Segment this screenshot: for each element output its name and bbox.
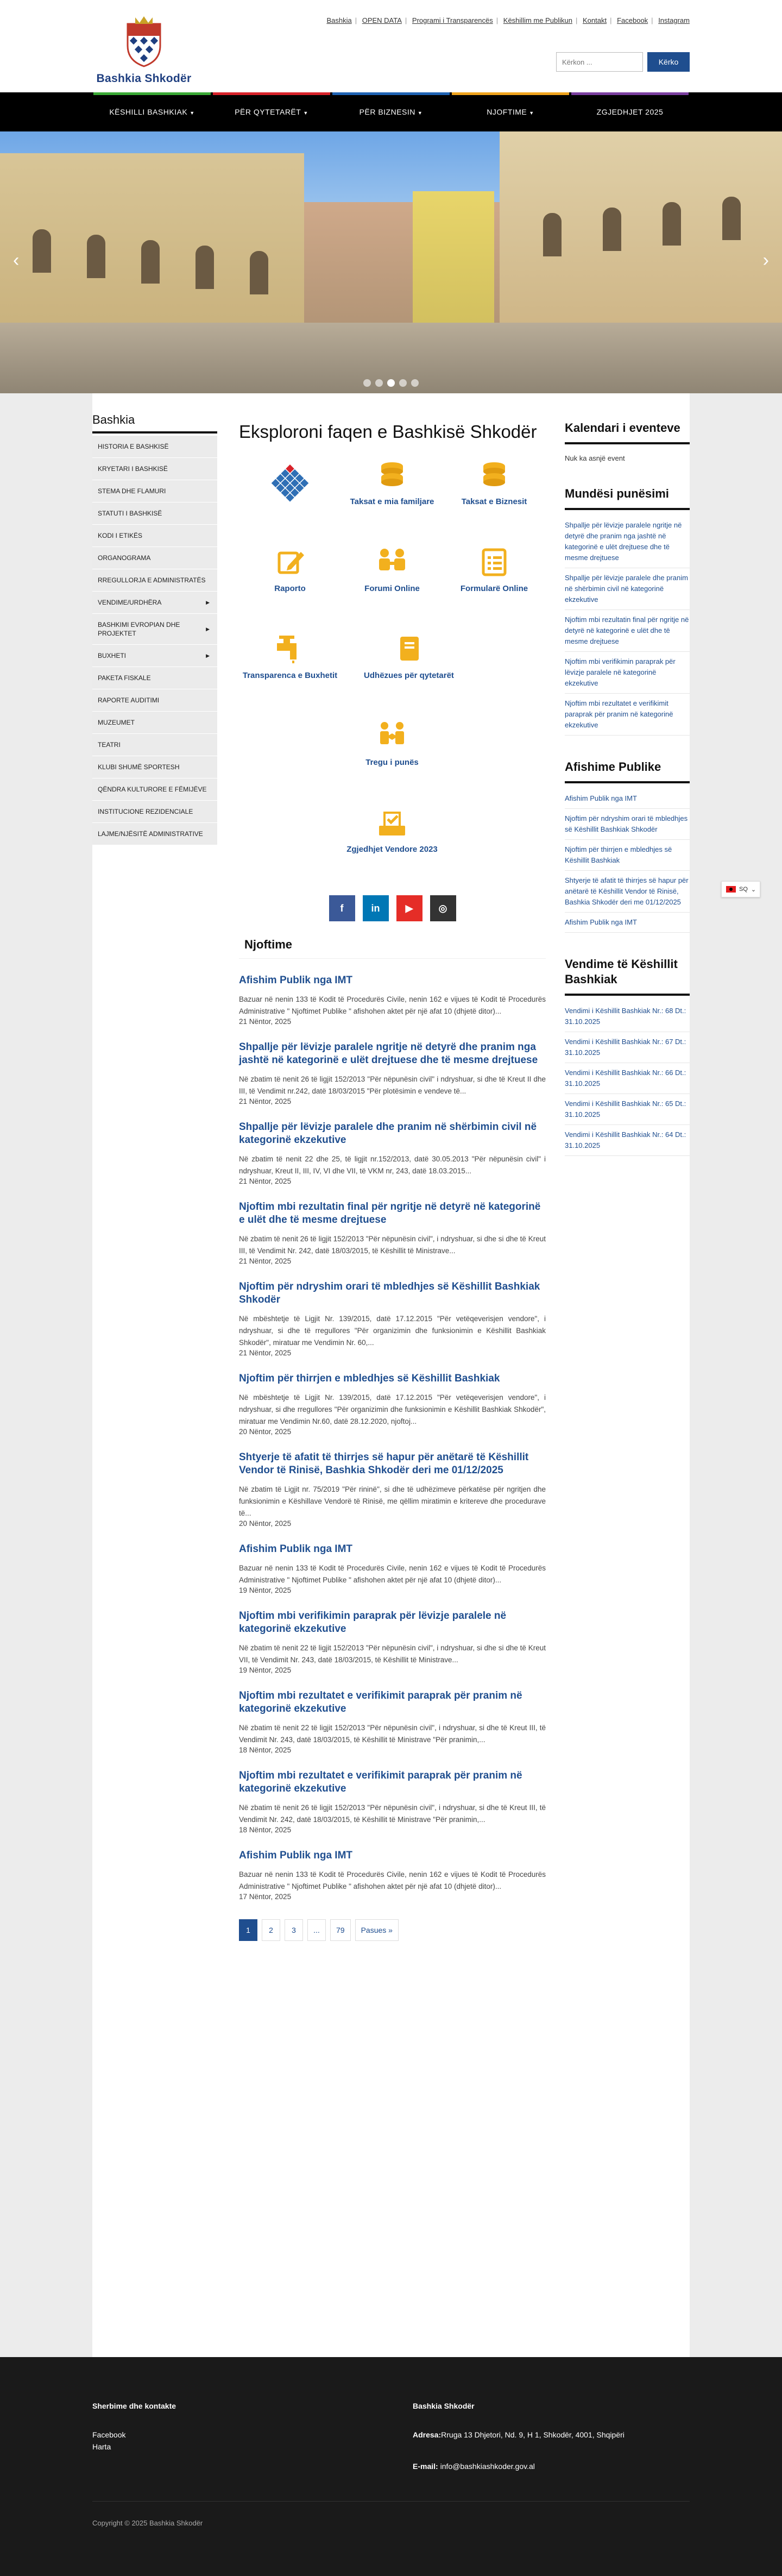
hero-slider xyxy=(0,131,782,393)
job-link[interactable]: Njoftim mbi verifikimin paraprak për lëvizje paralele në kategorinë ekzekutive xyxy=(565,652,690,694)
notices-widget xyxy=(565,759,690,933)
sidebar-item[interactable] xyxy=(92,436,217,458)
language-switcher[interactable] xyxy=(721,881,760,897)
top-link-facebook[interactable]: Facebook xyxy=(617,16,648,24)
page-link[interactable]: 3 xyxy=(285,1919,303,1941)
news-excerpt: Në zbatim të Ligjit nr. 75/2019 "Për rininë", si dhe të udhëzimeve përkatëse për ngritjen dhe funksionimin e Këshillave Vendorë të Rinisë, me qëllim miratimin e kritereve dhe procedurave të... xyxy=(239,1485,546,1517)
coins-icon xyxy=(376,458,408,491)
nav-color-bar xyxy=(452,92,569,95)
footer-link-harta[interactable]: Harta xyxy=(92,2442,111,2451)
slider-dots xyxy=(363,379,419,387)
news-title[interactable]: Shpallje për lëvizje paralele ngritje në detyrë dhe pranim nga jashtë në kategorinë e ulët drejtuese dhe të mesme drejtuese xyxy=(239,1041,538,1066)
social-glyph: f xyxy=(340,902,344,914)
instagram-icon[interactable] xyxy=(430,895,456,921)
news-heading: Njoftime xyxy=(239,938,546,959)
service-label: Tregu i punës xyxy=(365,758,419,767)
news-date: 18 Nëntor, 2025 xyxy=(239,1746,292,1754)
slider-prev-icon[interactable]: ‹ xyxy=(13,250,20,271)
sidebar-item-label: VENDIME/URDHËRA xyxy=(98,599,162,606)
site-header xyxy=(0,0,782,92)
book-icon xyxy=(393,632,425,665)
top-link-instagram[interactable]: Instagram xyxy=(658,16,690,24)
slider-next-icon[interactable]: › xyxy=(762,250,769,271)
notice-link[interactable]: Afishim Publik nga IMT xyxy=(565,913,690,933)
logo-text: Bashkia Shkodër xyxy=(96,72,192,85)
news-date: 21 Nëntor, 2025 xyxy=(239,1017,292,1026)
sidebar-item[interactable] xyxy=(92,614,217,645)
sidebar-item-label: ORGANOGRAMA xyxy=(98,554,151,562)
address-label: Adresa: xyxy=(413,2430,442,2439)
service-tile[interactable] xyxy=(341,632,477,719)
sidebar-item-label: INSTITUCIONE REZIDENCIALE xyxy=(98,808,193,815)
jobs-title: Mundësi punësimi xyxy=(565,487,669,500)
news-item xyxy=(239,1769,546,1834)
news-item xyxy=(239,1121,546,1185)
calendar-widget xyxy=(565,420,690,462)
edit-icon xyxy=(274,545,306,578)
footer-col1-title: Sherbime dhe kontakte xyxy=(92,2402,176,2410)
nav-item[interactable] xyxy=(451,92,570,131)
job-link[interactable]: Shpallje për lëvizje paralele dhe pranim në shërbimin civil në kategorinë ekzekutive xyxy=(565,568,690,610)
social-glyph: in xyxy=(371,902,380,914)
sidebar-item[interactable] xyxy=(92,525,217,547)
caret-down-icon: ▼ xyxy=(190,110,195,116)
nav-item[interactable] xyxy=(331,92,451,131)
service-tile[interactable] xyxy=(239,458,341,545)
people-icon xyxy=(376,545,408,578)
service-label: Raporto xyxy=(274,584,306,593)
sidebar-item[interactable] xyxy=(92,667,217,689)
service-label: Zgjedhjet Vendore 2023 xyxy=(346,845,438,854)
search-input[interactable] xyxy=(556,52,643,72)
search-button[interactable]: Kërko xyxy=(647,52,690,72)
news-excerpt: Në zbatim të nenit 22 dhe 25, të ligjit nr.152/2013, datë 30.05.2013 "Për nëpunësin civil" i ndryshuar, Kreut II, III, IV, VI dhe VII, të VKM nr, 243, datë 18.03.2015... xyxy=(239,1155,546,1175)
news-title[interactable]: Njoftim për thirrjen e mbledhjes së Këshillit Bashkiak xyxy=(239,1373,500,1384)
service-tile[interactable] xyxy=(239,545,341,632)
content-wrapper xyxy=(92,393,690,2357)
sidebar-item[interactable] xyxy=(92,458,217,480)
sidebar-item-label: HISTORIA E BASHKISË xyxy=(98,443,169,450)
news-title[interactable]: Shtyerje të afatit të thirrjes së hapur për anëtarë të Këshillit Vendor të Rinisë, Bashkia Shkodër deri me 01/12/2025 xyxy=(239,1452,529,1476)
sidebar-item[interactable] xyxy=(92,547,217,569)
handshake-icon xyxy=(376,719,408,752)
sidebar-item-label: KLUBI SHUMË SPORTESH xyxy=(98,763,180,771)
language-code: SQ xyxy=(739,886,748,893)
sidebar-item-label: MUZEUMET xyxy=(98,719,135,726)
news-item xyxy=(239,1372,546,1436)
sidebar-item[interactable] xyxy=(92,645,217,667)
address-value: Rruga 13 Dhjetori, Nd. 9, H 1, Shkodër, 4001, Shqipëri xyxy=(441,2430,625,2439)
services-grid xyxy=(239,458,546,893)
caret-down-icon: ▼ xyxy=(417,110,423,116)
service-label: Transparenca e Buxhetit xyxy=(242,671,338,680)
slider-dot[interactable] xyxy=(399,379,407,387)
email-label: E-mail: xyxy=(413,2462,438,2471)
sidebar-item[interactable] xyxy=(92,801,217,823)
sidebar-item-label: LAJME/NJËSITË ADMINISTRATIVE xyxy=(98,830,203,838)
news-excerpt: Në mbështetje të Ligjit Nr. 139/2015, datë 17.12.2015 "Për vetëqeverisjen vendore", i ndryshuar, si dhe rregullores "Për organizimin dhe funksionimin e Këshillit Bashkiak Shkodër", miratuar me Vendimin Nr.60, datë 28.12.2020, njoftoj... xyxy=(239,1393,546,1425)
council-title: Vendime të Këshillit Bashkiak xyxy=(565,957,678,986)
calendar-empty: Nuk ka asnjë event xyxy=(565,454,625,462)
sidebar-item[interactable] xyxy=(92,734,217,756)
ballot-icon xyxy=(376,806,408,839)
copyright: Copyright © 2025 Bashkia Shkodër xyxy=(92,2519,203,2527)
news-title[interactable]: Njoftim për ndryshim orari të mbledhjes së Këshillit Bashkiak Shkodër xyxy=(239,1281,540,1305)
faucet-icon xyxy=(274,632,306,665)
form-icon xyxy=(478,545,510,578)
top-link-contact[interactable]: Kontakt xyxy=(582,16,607,24)
service-tile[interactable] xyxy=(341,458,443,545)
sidebar-item[interactable] xyxy=(92,689,217,712)
calendar-title: Kalendari i eventeve xyxy=(565,421,680,435)
page-title: Eksploroni faqen e Bashkisë Shkodër xyxy=(239,422,537,442)
caret-down-icon: ▼ xyxy=(303,110,308,116)
top-links: Bashkia | OPEN DATA | Programi i Transparencës | Këshillim me Publikun | Kontakt | Facebook | Instagram xyxy=(326,16,690,24)
news-title[interactable]: Njoftim mbi verifikimin paraprak për lëvizje paralele në kategorinë ekzekutive xyxy=(239,1610,507,1635)
youtube-icon[interactable] xyxy=(396,895,422,921)
sidebar-item[interactable] xyxy=(92,712,217,734)
news-date: 20 Nëntor, 2025 xyxy=(239,1428,292,1436)
e-albania-logo-icon xyxy=(266,458,314,507)
sidebar-item[interactable] xyxy=(92,592,217,614)
nav-color-bar xyxy=(571,92,689,95)
sidebar xyxy=(92,413,217,845)
social-links xyxy=(239,895,546,921)
nav-item-label: NJOFTIME xyxy=(487,108,527,116)
sidebar-item-label: STEMA DHE FLAMURI xyxy=(98,487,166,495)
slider-dot[interactable] xyxy=(375,379,383,387)
top-link-open-data[interactable]: OPEN DATA xyxy=(362,16,402,24)
service-label: Forumi Online xyxy=(364,584,420,593)
service-label: Taksat e Biznesit xyxy=(461,497,527,506)
news-item xyxy=(239,1610,546,1674)
sidebar-item[interactable] xyxy=(92,756,217,778)
notice-link[interactable]: Shtyerje të afatit të thirrjes së hapur për anëtarë të Këshillit Vendor të Rinisë, Bashkia Shkodër deri me 01/12/2025 xyxy=(565,871,690,913)
nav-item[interactable] xyxy=(570,92,690,131)
news-title[interactable]: Njoftim mbi rezultatin final për ngritje në detyrë në kategorinë e ulët dhe të mesme drejtuese xyxy=(239,1201,541,1226)
page-link[interactable]: 2 xyxy=(262,1919,280,1941)
sidebar-item-label: STATUTI I BASHKISË xyxy=(98,510,162,517)
news-date: 17 Nëntor, 2025 xyxy=(239,1893,292,1901)
news-title[interactable]: Afishim Publik nga IMT xyxy=(239,975,353,986)
footer-link-facebook[interactable]: Facebook xyxy=(92,2430,126,2439)
service-tile[interactable] xyxy=(341,806,443,893)
news-excerpt: Bazuar në nenin 133 të Kodit të Procedurës Civile, nenin 162 e vijues të Kodit të Procedurës Administrative " Njoftimet Publike " afishohen aktet për një afat 10 (dhjetë ditor)... xyxy=(239,1870,546,1890)
news-excerpt: Bazuar në nenin 133 të Kodit të Procedurës Civile, nenin 162 e vijues të Kodit të Procedurës Administrative " Njoftimet Publike " afishohen aktet për një afat 10 (dhjetë ditor)... xyxy=(239,995,546,1015)
news-title[interactable]: Njoftim mbi rezultatet e verifikimit paraprak për pranim në kategorinë ekzekutive xyxy=(239,1690,522,1714)
sidebar-item-label: QËNDRA KULTURORE E FËMIJËVE xyxy=(98,786,207,793)
social-glyph: ◎ xyxy=(438,902,447,914)
top-link-bashkia[interactable]: Bashkia xyxy=(326,16,352,24)
slider-dot-active[interactable] xyxy=(387,379,395,387)
news-item xyxy=(239,1689,546,1754)
council-widget xyxy=(565,957,690,1156)
nav-color-bar xyxy=(93,92,211,95)
slider-dot[interactable] xyxy=(363,379,371,387)
news-item xyxy=(239,1201,546,1265)
news-item xyxy=(239,1041,546,1105)
job-link[interactable]: Njoftim mbi rezultatin final për ngritje në detyrë në kategorinë e ulët dhe të mesme drejtuese xyxy=(565,610,690,652)
sidebar-item-label: RAPORTE AUDITIMI xyxy=(98,696,160,704)
service-tile[interactable] xyxy=(341,545,443,632)
news-date: 21 Nëntor, 2025 xyxy=(239,1177,292,1185)
nav-color-bar xyxy=(213,92,330,95)
service-tile[interactable] xyxy=(443,458,545,545)
sidebar-item-label: PAKETA FISKALE xyxy=(98,674,151,682)
nav-color-bar xyxy=(332,92,450,95)
main-content xyxy=(239,420,546,1941)
news-item xyxy=(239,1280,546,1357)
news-excerpt: Në mbështetje të Ligjit Nr. 139/2015, datë 17.12.2015 "Për vetëqeverisjen vendore", i ndryshuar, si dhe të rregullores "Për organizimin dhe funksionimin e Këshillit Bashkiak Shkodër", miratuar me Vendimin Nr. 60,... xyxy=(239,1315,546,1347)
search-form xyxy=(556,52,690,72)
council-decision-link[interactable]: Vendimi i Këshillit Bashkiak Nr.: 66 Dt.: 31.10.2025 xyxy=(565,1063,690,1094)
nav-item-label: PËR QYTETARËT xyxy=(235,108,301,116)
caret-right-icon: ▶ xyxy=(206,653,210,658)
notice-link[interactable]: Afishim Publik nga IMT xyxy=(565,789,690,809)
news-title[interactable]: Njoftim mbi rezultatet e verifikimit paraprak për pranim në kategorinë ekzekutive xyxy=(239,1770,522,1794)
facebook-icon[interactable] xyxy=(329,895,355,921)
news-excerpt: Në zbatim të nenit 22 të ligjit 152/2013 "Për nëpunësin civil", i ndryshuar, si dhe të Kreut III, të Vendimit Nr. 243, datë 18/03/2015, të Këshillit të Ministrave "Për pranimin,... xyxy=(239,1724,546,1744)
sidebar-item-label: KRYETARI I BASHKISË xyxy=(98,465,168,473)
sidebar-item-label: BUXHETI xyxy=(98,652,127,659)
council-decision-link[interactable]: Vendimi i Këshillit Bashkiak Nr.: 64 Dt.: 31.10.2025 xyxy=(565,1125,690,1156)
footer-col2-title: Bashkia Shkodër xyxy=(413,2402,475,2410)
news-list xyxy=(239,974,546,1901)
page-link[interactable]: Pasues » xyxy=(355,1919,399,1941)
news-date: 20 Nëntor, 2025 xyxy=(239,1519,292,1528)
news-item xyxy=(239,1543,546,1594)
news-title[interactable]: Shpallje për lëvizje paralele dhe pranim në shërbimin civil në kategorinë ekzekutive xyxy=(239,1121,537,1146)
news-date: 21 Nëntor, 2025 xyxy=(239,1349,292,1357)
news-item xyxy=(239,974,546,1026)
nav-item-label: PËR BIZNESIN xyxy=(359,108,415,116)
coat-of-arms-icon xyxy=(122,13,166,67)
nav-item-label: KËSHILLI BASHKIAK xyxy=(109,108,188,116)
sidebar-item-label: KODI I ETIKËS xyxy=(98,532,143,539)
email-value[interactable]: info@bashkiashkoder.gov.al xyxy=(440,2462,535,2471)
sidebar-item-label: TEATRI xyxy=(98,741,121,749)
news-excerpt: Në zbatim të nenit 26 të ligjit 152/2013 "Për nëpunësin civil", i ndryshuar, si dhe si dhe të Kreut III, të Vendimit Nr. 242, datë 18/03/2015, të Këshillit të Ministrave... xyxy=(239,1235,546,1255)
news-excerpt: Në zbatim të nenit 26 të ligjit 152/2013 "Për nëpunësin civil" i ndryshuar, si dhe të Kreut II dhe III, të Vendimit nr.242, datë 18/03/2015 "Për plotësimin e vendeve të... xyxy=(239,1075,546,1095)
news-date: 21 Nëntor, 2025 xyxy=(239,1097,292,1105)
notice-link[interactable]: Njoftim për ndryshim orari të mbledhjes së Këshillit Bashkiak Shkodër xyxy=(565,809,690,840)
site-logo[interactable] xyxy=(92,13,195,85)
caret-down-icon: ▼ xyxy=(529,110,534,116)
top-link-transparency[interactable]: Programi i Transparencës xyxy=(412,16,493,24)
notices-title: Afishime Publike xyxy=(565,760,661,774)
council-decision-link[interactable]: Vendimi i Këshillit Bashkiak Nr.: 68 Dt.: 31.10.2025 xyxy=(565,1001,690,1032)
sidebar-item[interactable] xyxy=(92,569,217,592)
chevron-down-icon: ⌄ xyxy=(751,886,756,893)
news-date: 19 Nëntor, 2025 xyxy=(239,1666,292,1674)
slider-dot[interactable] xyxy=(411,379,419,387)
news-title[interactable]: Afishim Publik nga IMT xyxy=(239,1850,353,1861)
top-link-consultation[interactable]: Këshillim me Publikun xyxy=(503,16,572,24)
page-link[interactable]: ... xyxy=(307,1919,326,1941)
caret-right-icon: ▶ xyxy=(206,626,210,632)
service-label: Taksat e mia familjare xyxy=(350,497,434,506)
caret-right-icon: ▶ xyxy=(206,600,210,605)
news-item xyxy=(239,1451,546,1528)
coins-icon xyxy=(478,458,510,491)
nav-item-label: ZGJEDHJET 2025 xyxy=(596,108,664,116)
job-link[interactable]: Shpallje për lëvizje paralele ngritje në detyrë dhe pranim nga jashtë në kategorinë e ulët drejtuese dhe të mesme drejtuese xyxy=(565,516,690,568)
job-link[interactable]: Njoftim mbi rezultatet e verifikimit paraprak për pranim në kategorinë ekzekutive xyxy=(565,694,690,736)
news-excerpt: Në zbatim të nenit 26 të ligjit 152/2013 "Për nëpunësin civil", i ndryshuar, si dhe të Kreut III, të Vendimit Nr. 242, datë 18/03/2015, të Këshillit të Ministrave "Për pranimin,... xyxy=(239,1804,546,1824)
news-date: 19 Nëntor, 2025 xyxy=(239,1586,292,1594)
nav-item[interactable] xyxy=(212,92,331,131)
linkedin-icon[interactable] xyxy=(363,895,389,921)
council-decision-link[interactable]: Vendimi i Këshillit Bashkiak Nr.: 65 Dt.: 31.10.2025 xyxy=(565,1094,690,1125)
notice-link[interactable]: Njoftim për thirrjen e mbledhjes së Këshillit Bashkiak xyxy=(565,840,690,871)
service-tile[interactable] xyxy=(341,719,443,806)
main-nav xyxy=(0,92,782,131)
page-link[interactable]: 1 xyxy=(239,1919,257,1941)
nav-item[interactable] xyxy=(92,92,212,131)
page-link[interactable]: 79 xyxy=(330,1919,351,1941)
right-sidebar xyxy=(565,420,690,1180)
sidebar-item[interactable] xyxy=(92,502,217,525)
sidebar-title: Bashkia xyxy=(92,413,135,426)
news-date: 21 Nëntor, 2025 xyxy=(239,1257,292,1265)
council-decision-link[interactable]: Vendimi i Këshillit Bashkiak Nr.: 67 Dt.: 31.10.2025 xyxy=(565,1032,690,1063)
news-excerpt: Bazuar në nenin 133 të Kodit të Procedurës Civile, nenin 162 e vijues të Kodit të Procedurës Administrative " Njoftimet Publike " afishohen aktet për një afat 10 (dhjetë ditor)... xyxy=(239,1564,546,1584)
news-item xyxy=(239,1849,546,1901)
pagination xyxy=(239,1919,546,1941)
jobs-widget xyxy=(565,486,690,736)
sidebar-item-label: RREGULLORJA E ADMINISTRATËS xyxy=(98,576,206,584)
service-label: Formularë Online xyxy=(460,584,528,593)
news-date: 18 Nëntor, 2025 xyxy=(239,1826,292,1834)
service-tile[interactable] xyxy=(239,632,341,719)
service-label: Udhëzues për qytetarët xyxy=(364,671,454,680)
social-glyph: ▶ xyxy=(405,902,413,914)
sidebar-item[interactable] xyxy=(92,778,217,801)
sidebar-item[interactable] xyxy=(92,480,217,502)
news-title[interactable]: Afishim Publik nga IMT xyxy=(239,1543,353,1555)
news-excerpt: Në zbatim të nenit 22 të ligjit 152/2013 "Për nëpunësin civil", i ndryshuar, si dhe si dhe të Kreut VII, të Vendimit Nr. 243, datë 18/03/2015, të Këshillit të Ministrave... xyxy=(239,1644,546,1664)
site-footer xyxy=(0,2357,782,2576)
sidebar-item[interactable] xyxy=(92,823,217,845)
albania-flag-icon xyxy=(726,886,736,893)
service-tile[interactable] xyxy=(443,545,545,632)
sidebar-item-label: BASHKIMI EVROPIAN DHE PROJEKTET xyxy=(98,621,180,637)
